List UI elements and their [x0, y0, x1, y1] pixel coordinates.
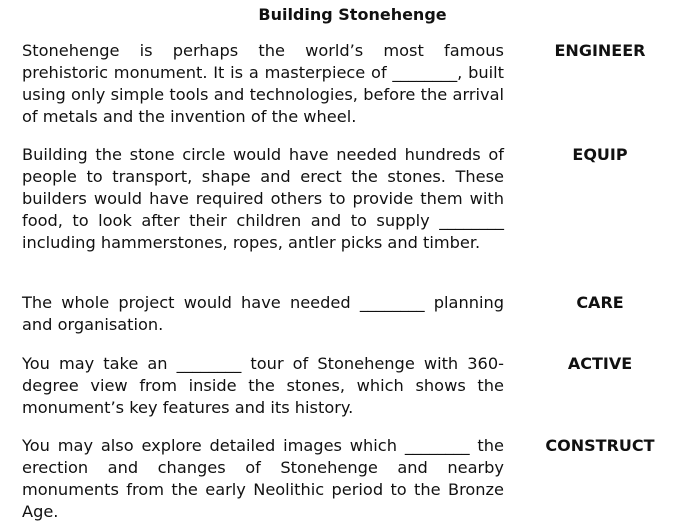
- item-5-word: CONSTRUCT: [545, 436, 655, 455]
- item-1-word: ENGINEER: [554, 41, 646, 60]
- document-title: Building Stonehenge: [258, 5, 447, 24]
- item-2-word: EQUIP: [572, 145, 628, 164]
- item-4-word: ACTIVE: [567, 354, 633, 373]
- item-3-text: The whole project would have needed ________ planning and organisation.: [22, 293, 504, 334]
- item-5-text: You may also explore detailed images which ________ the erection and changes of Stonehenge and nearby monuments from the early Neolithic period to the Bronze Age.: [22, 436, 504, 521]
- item-3-word: CARE: [576, 293, 624, 312]
- item-4-text: You may take an ________ tour of Stonehenge with 360-degree view from inside the stones, which shows the monument’s key features and its history.: [22, 354, 504, 417]
- item-2-text: Building the stone circle would have needed hundreds of people to transport, shape and erect the stones. These builders would have required others to provide them with food, to look after their children and to supply ________ including hammerstones, ropes, antler picks and timber.: [22, 145, 504, 252]
- item-1-text: Stonehenge is perhaps the world’s most famous prehistoric monument. It is a masterpiece of ________, built using only simple tools and technologies, before the arrival of metals and the invention of the wheel.: [22, 41, 504, 126]
